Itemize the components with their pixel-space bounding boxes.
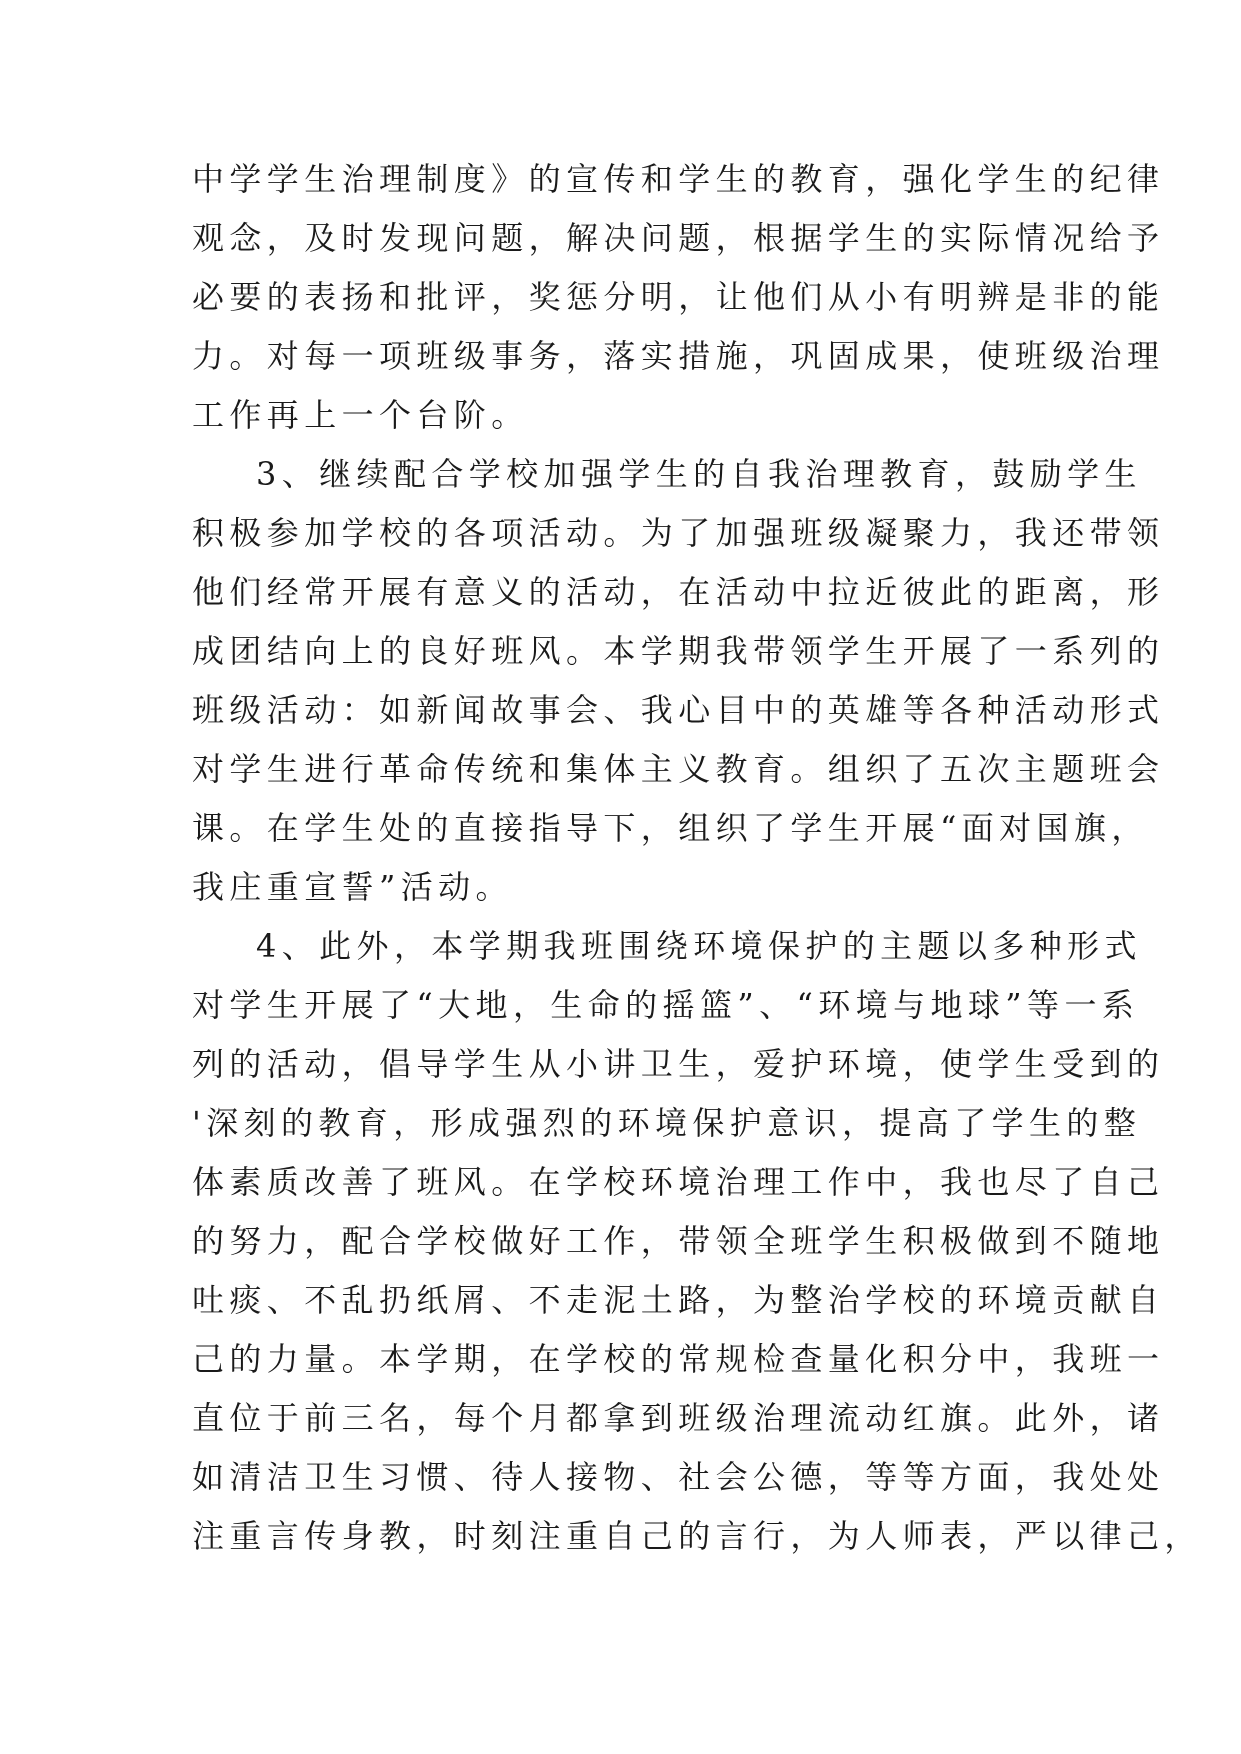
- document-body: [192, 150, 1202, 1566]
- text-line: 对学生进行革命传统和集体主义教育。组织了五次主题班会: [192, 750, 1165, 788]
- text-line: 中学学生治理制度》的宣传和学生的教育，强化学生的纪律: [192, 160, 1165, 198]
- text-line: 力。对每一项班级事务，落实措施，巩固成果，使班级治理: [192, 337, 1165, 375]
- text-line: 己的力量。本学期，在学校的常规检查量化积分中，我班一: [192, 1340, 1165, 1378]
- text-line: 注重言传身教，时刻注重自己的言行，为人师表，严以律己，: [192, 1517, 1202, 1555]
- text-line: 的努力，配合学校做好工作，带领全班学生积极做到不随地: [192, 1222, 1165, 1260]
- text-line: 观念，及时发现问题，解决问题，根据学生的实际情况给予: [192, 219, 1165, 257]
- text-line: 对学生开展了“大地，生命的摇篮”、“环境与地球”等一系: [192, 986, 1140, 1024]
- text-line: 课。在学生处的直接指导下，组织了学生开展“面对国旗，: [192, 809, 1149, 847]
- text-line: 我庄重宣誓”活动。: [192, 868, 513, 906]
- text-line: 积极参加学校的各项活动。为了加强班级凝聚力，我还带领: [192, 514, 1165, 552]
- paragraph-4-first-line: 4、此外，本学期我班围绕环境保护的主题以多种形式: [256, 927, 1142, 965]
- text-line: 工作再上一个台阶。: [192, 396, 529, 434]
- text-line: 吐痰、不乱扔纸屑、不走泥土路，为整治学校的环境贡献自: [192, 1281, 1165, 1319]
- text-line: '深刻的教育，形成强烈的环境保护意识，提高了学生的整: [192, 1104, 1142, 1142]
- text-line: 成团结向上的良好班风。本学期我带领学生开展了一系列的: [192, 632, 1165, 670]
- text-line: 必要的表扬和批评，奖惩分明，让他们从小有明辨是非的能: [192, 278, 1165, 316]
- text-line: 如清洁卫生习惯、待人接物、社会公德，等等方面，我处处: [192, 1458, 1165, 1496]
- text-line: 他们经常开展有意义的活动，在活动中拉近彼此的距离，形: [192, 573, 1165, 611]
- text-line: 直位于前三名，每个月都拿到班级治理流动红旗。此外，诸: [192, 1399, 1165, 1437]
- text-line: 列的活动，倡导学生从小讲卫生，爱护环境，使学生受到的: [192, 1045, 1165, 1083]
- text-line: 班级活动：如新闻故事会、我心目中的英雄等各种活动形式: [192, 691, 1165, 729]
- text-line: 体素质改善了班风。在学校环境治理工作中，我也尽了自己: [192, 1163, 1165, 1201]
- paragraph-3-first-line: 3、继续配合学校加强学生的自我治理教育，鼓励学生: [256, 455, 1142, 493]
